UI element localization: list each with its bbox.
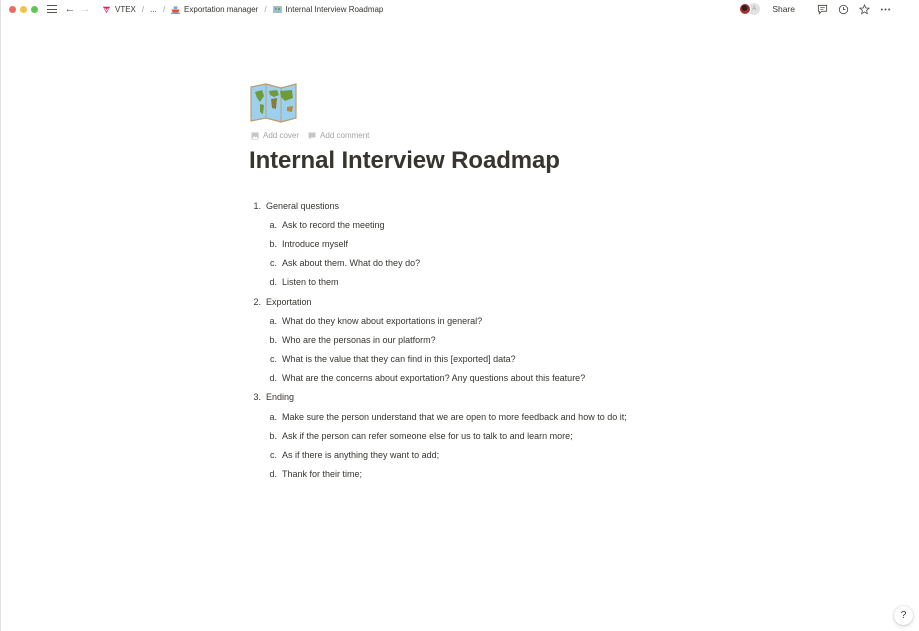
top-bar: [0, 0, 919, 18]
list-item[interactable]: [250, 426, 770, 445]
document-body: [250, 196, 770, 484]
list-item[interactable]: [250, 273, 770, 292]
page-title[interactable]: Internal Interview Roadmap: [249, 147, 560, 174]
breadcrumb-separator: /: [162, 4, 166, 14]
list-letter: b.: [269, 430, 277, 441]
history-clock-icon[interactable]: [838, 4, 849, 15]
list-letter: c.: [269, 258, 277, 269]
list-number: 2.: [253, 296, 261, 307]
close-window-button[interactable]: [9, 6, 16, 13]
list-item[interactable]: [250, 350, 770, 369]
breadcrumb-item-current-page[interactable]: [273, 5, 384, 14]
list-item[interactable]: [250, 445, 770, 464]
list-item[interactable]: [250, 311, 770, 330]
list-item-text: Ask about them. What do they do?: [282, 258, 421, 269]
add-comment-button[interactable]: [308, 131, 369, 140]
list-letter: d.: [269, 469, 277, 480]
add-cover-label: Add cover: [263, 131, 300, 140]
list-item-text: Ending: [266, 392, 295, 403]
add-comment-label: Add comment: [320, 131, 370, 140]
image-icon: [251, 132, 259, 140]
top-bar-actions: [739, 0, 891, 18]
list-letter: a.: [269, 411, 277, 422]
list-item[interactable]: [250, 330, 770, 349]
list-number: 1.: [253, 200, 261, 211]
list-letter: d.: [269, 277, 277, 288]
breadcrumb-item-exportation-manager[interactable]: [171, 5, 258, 14]
list-item-text: What do they know about exportations in general?: [282, 315, 483, 326]
collaborators[interactable]: [739, 3, 760, 15]
list-item-text: Listen to them: [282, 277, 339, 288]
breadcrumb-label: VTEX: [115, 4, 136, 14]
list-item-text: Thank for their time;: [282, 469, 363, 480]
sidebar-menu-icon[interactable]: [46, 4, 58, 14]
list-item[interactable]: [250, 234, 770, 253]
window-controls: [9, 6, 38, 13]
list-letter: d.: [269, 373, 277, 384]
breadcrumb-item-ellipsis[interactable]: [150, 5, 157, 14]
list-letter: b.: [269, 238, 277, 249]
list-item[interactable]: [250, 215, 770, 234]
list-item[interactable]: [250, 465, 770, 484]
list-item-text: Exportation: [266, 296, 312, 307]
breadcrumb-label: ...: [150, 4, 157, 14]
list-item-text: As if there is anything they want to add;: [282, 450, 440, 461]
breadcrumb-separator: /: [141, 4, 145, 14]
help-button[interactable]: ?: [894, 606, 913, 625]
list-letter: a.: [269, 315, 277, 326]
list-number: 3.: [253, 392, 261, 403]
page-actions: [251, 131, 369, 140]
maximize-window-button[interactable]: [31, 6, 38, 13]
comment-icon[interactable]: [817, 4, 828, 15]
list-item[interactable]: [250, 196, 770, 215]
forward-arrow-icon[interactable]: →: [79, 2, 91, 15]
list-letter: a.: [269, 219, 277, 230]
list-item-text: What is the value that they can find in this [exported] data?: [282, 354, 516, 365]
list-item-text: Introduce myself: [282, 238, 349, 249]
window-edge: [0, 0, 1, 631]
list-item-text: What are the concerns about exportation? Any questions about this feature?: [282, 373, 586, 384]
list-item-text: Ask to record the meeting: [282, 219, 385, 230]
add-cover-button[interactable]: [251, 131, 299, 140]
breadcrumb-separator: /: [264, 4, 267, 14]
list-item[interactable]: [250, 369, 770, 388]
list-item[interactable]: [250, 292, 770, 311]
list-letter: c.: [269, 354, 277, 365]
list-item-text: Who are the personas in our platform?: [282, 334, 436, 345]
list-item-text: General questions: [266, 200, 340, 211]
list-letter: c.: [269, 450, 277, 461]
list-item-text: Make sure the person understand that we are open to more feedback and how to do it;: [282, 411, 627, 422]
star-icon[interactable]: [859, 4, 870, 15]
breadcrumb-label: Exportation manager: [184, 4, 259, 14]
avatar[interactable]: A: [748, 3, 760, 15]
world-map-icon: [273, 5, 282, 14]
world-map-icon[interactable]: [250, 82, 297, 123]
breadcrumb: [102, 5, 383, 14]
breadcrumb-item-vtex[interactable]: [102, 5, 136, 14]
list-item[interactable]: [250, 407, 770, 426]
share-button[interactable]: Share: [772, 4, 795, 14]
list-item-text: Ask if the person can refer someone else for us to talk to and learn more;: [282, 430, 573, 441]
list-item[interactable]: [250, 254, 770, 273]
comment-icon: [308, 132, 316, 140]
ship-icon: [171, 5, 180, 14]
more-options-icon[interactable]: [880, 4, 891, 15]
back-arrow-icon[interactable]: ←: [64, 2, 76, 15]
vtex-logo-icon: [102, 5, 111, 14]
breadcrumb-label: Internal Interview Roadmap: [285, 4, 384, 14]
list-letter: b.: [269, 334, 277, 345]
list-item[interactable]: [250, 388, 770, 407]
minimize-window-button[interactable]: [20, 6, 27, 13]
